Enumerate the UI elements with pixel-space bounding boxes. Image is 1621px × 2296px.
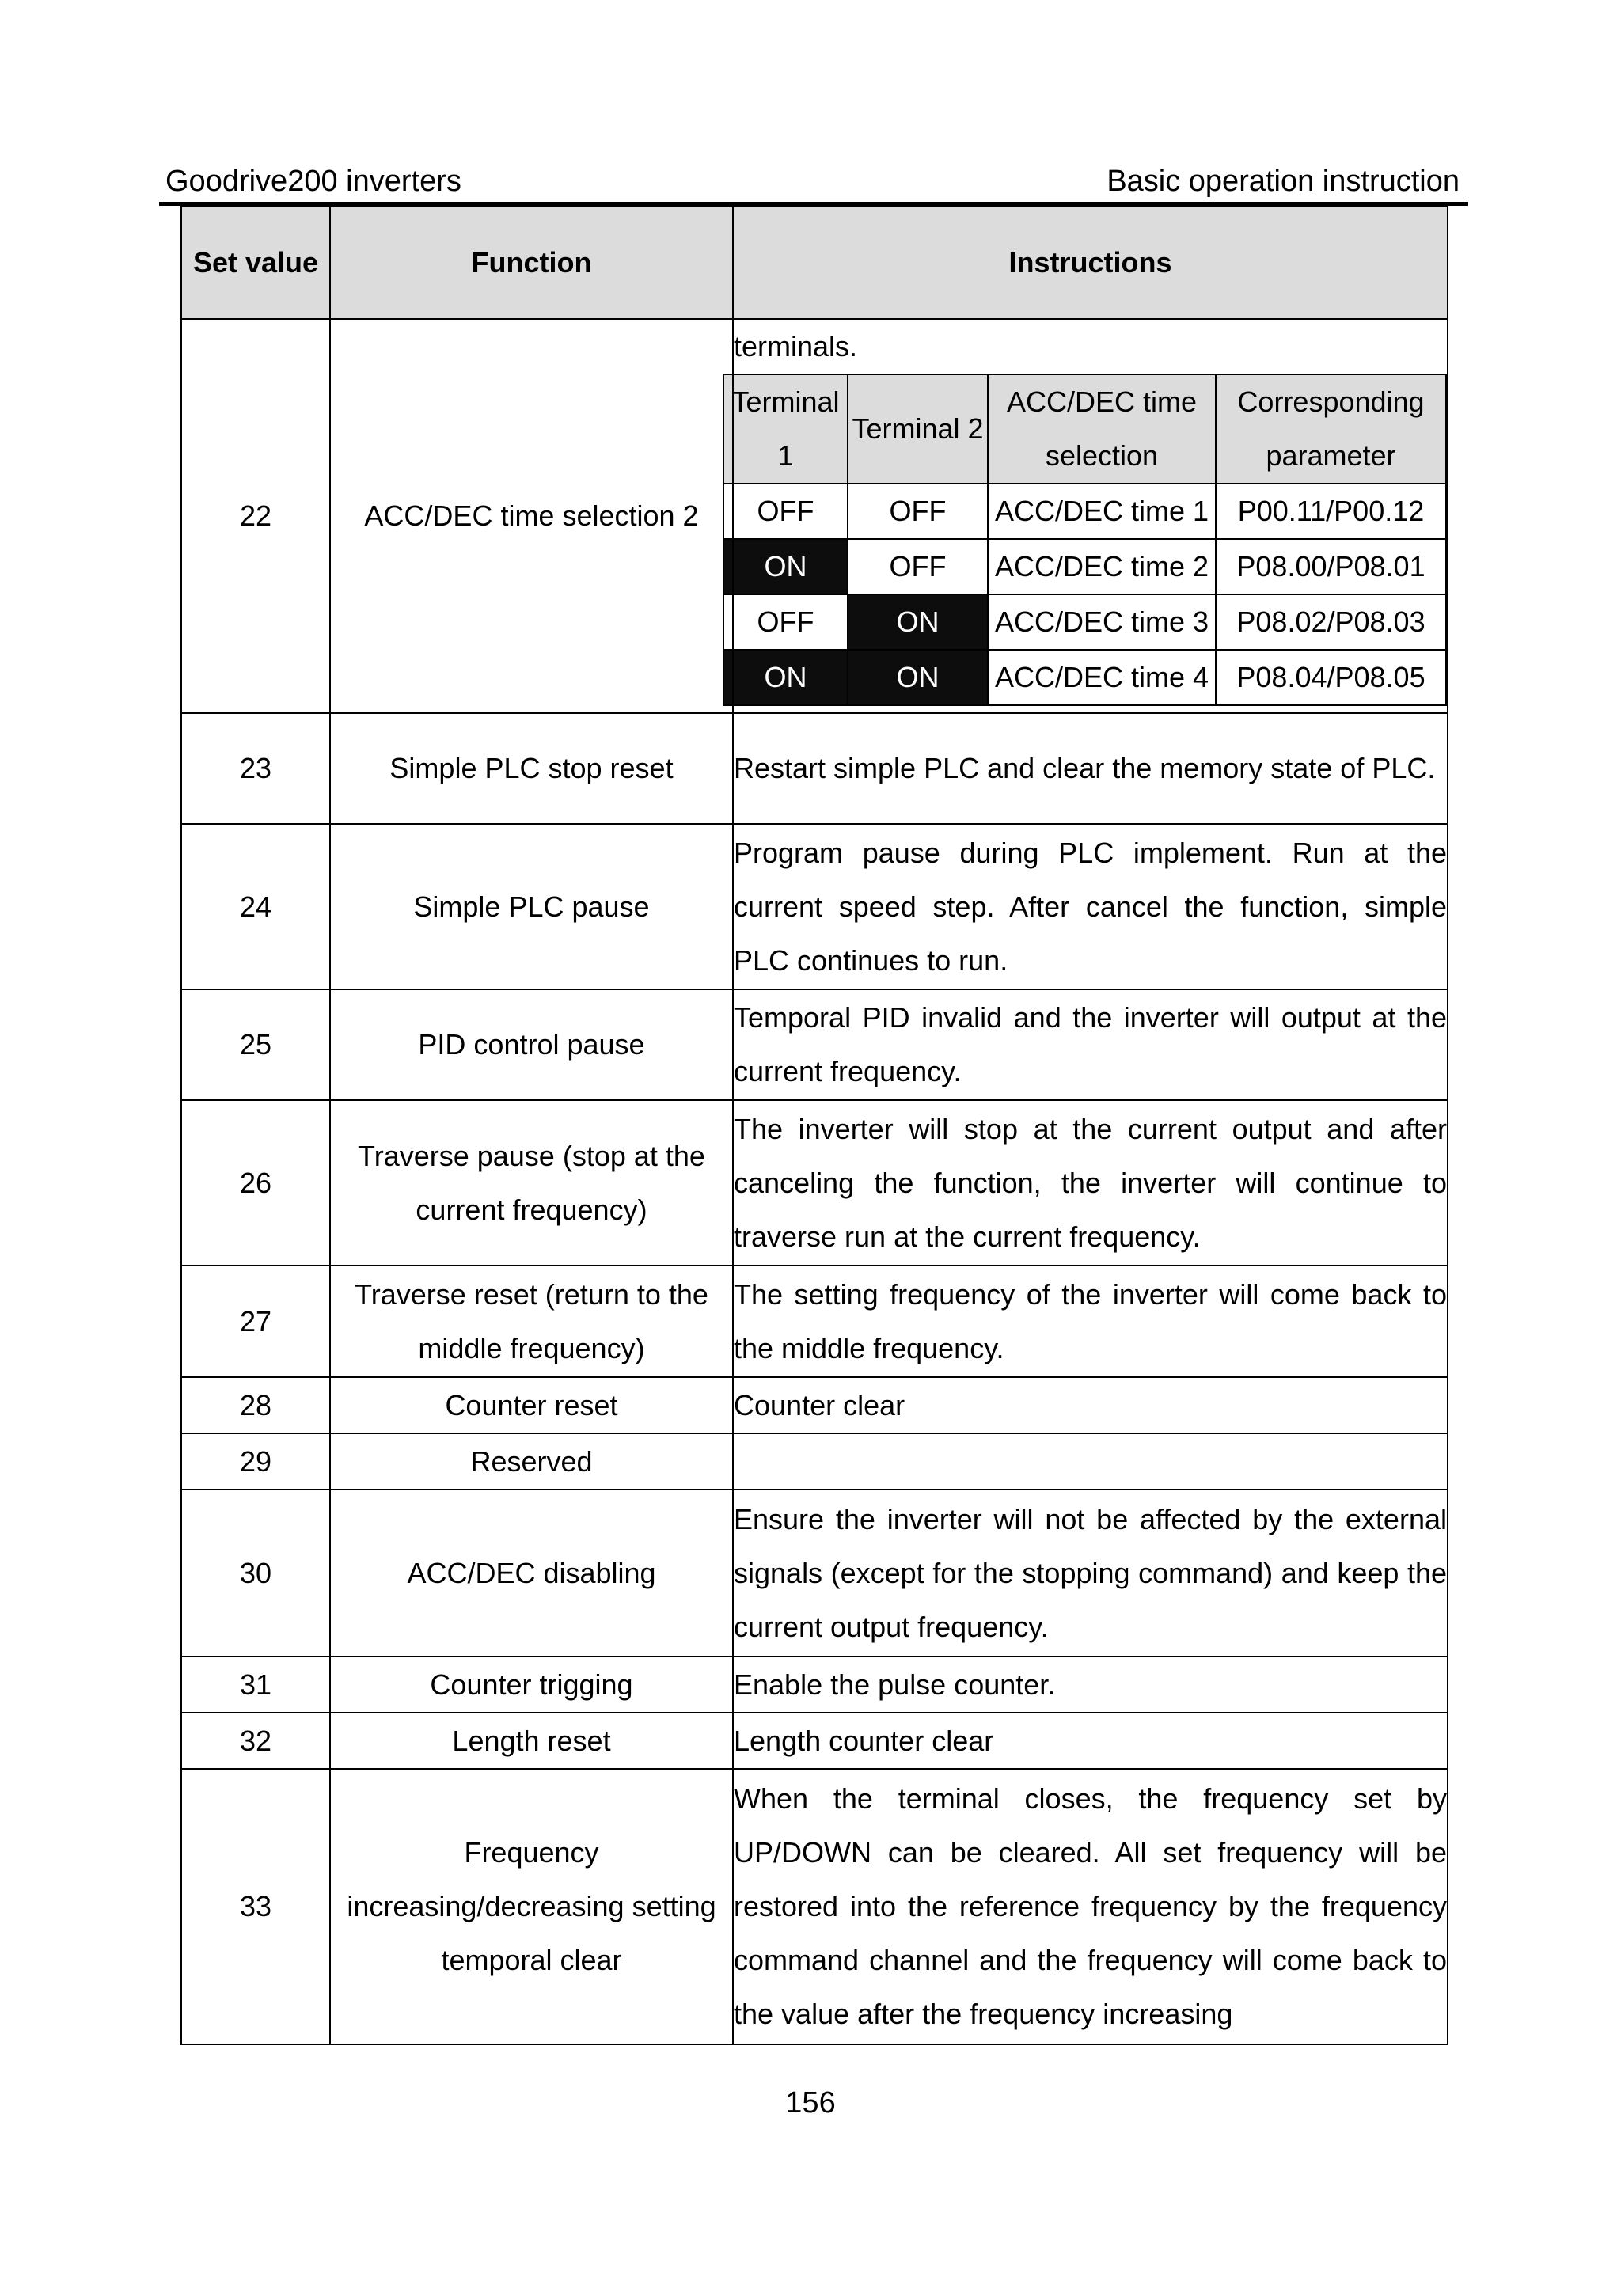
col-set-value: Set value bbox=[181, 207, 330, 319]
time-selection: ACC/DEC time 3 bbox=[988, 594, 1216, 650]
set-value: 23 bbox=[181, 713, 330, 824]
function-table bbox=[180, 206, 1448, 2045]
table-row bbox=[181, 319, 1448, 713]
terminal-1-state: OFF bbox=[723, 594, 848, 650]
col-function: Function bbox=[330, 207, 733, 319]
set-value: 26 bbox=[181, 1100, 330, 1266]
set-value: 27 bbox=[181, 1266, 330, 1377]
instructions-text: terminals. bbox=[734, 330, 858, 362]
corresponding-parameter: P08.02/P08.03 bbox=[1216, 594, 1446, 650]
table-row bbox=[181, 989, 1448, 1100]
subtable-header: Terminal 1 bbox=[723, 374, 848, 484]
function: Simple PLC stop reset bbox=[330, 713, 733, 824]
terminal-1-state: OFF bbox=[723, 484, 848, 539]
table-row bbox=[181, 1490, 1448, 1657]
terminal-2-state: ON bbox=[848, 594, 988, 650]
corresponding-parameter: P08.04/P08.05 bbox=[1216, 650, 1446, 705]
set-value: 31 bbox=[181, 1657, 330, 1713]
table-header-row bbox=[181, 207, 1448, 319]
subtable-header: ACC/DEC time selection bbox=[988, 374, 1216, 484]
instructions: The inverter will stop at the current output and after canceling the function, the inverter will continue to traverse run at the current frequency. bbox=[733, 1100, 1448, 1266]
function: Length reset bbox=[330, 1713, 733, 1769]
terminal-2-state: OFF bbox=[848, 539, 988, 594]
function: PID control pause bbox=[330, 989, 733, 1100]
table-row bbox=[181, 1657, 1448, 1713]
corresponding-parameter: P08.00/P08.01 bbox=[1216, 539, 1446, 594]
subtable-row bbox=[723, 594, 1446, 650]
subtable-header: Corresponding parameter bbox=[1216, 374, 1446, 484]
time-selection: ACC/DEC time 4 bbox=[988, 650, 1216, 705]
set-value: 24 bbox=[181, 824, 330, 989]
instructions: Temporal PID invalid and the inverter will output at the current frequency. bbox=[733, 989, 1448, 1100]
time-selection: ACC/DEC time 2 bbox=[988, 539, 1216, 594]
instructions: Restart simple PLC and clear the memory state of PLC. bbox=[733, 713, 1448, 824]
function: Traverse pause (stop at the current frequency) bbox=[330, 1100, 733, 1266]
instructions bbox=[733, 1433, 1448, 1490]
function: ACC/DEC time selection 2 bbox=[330, 319, 733, 713]
header-right: Basic operation instruction bbox=[1107, 165, 1460, 198]
terminal-2-state: OFF bbox=[848, 484, 988, 539]
set-value: 25 bbox=[181, 989, 330, 1100]
function: Counter reset bbox=[330, 1377, 733, 1433]
subtable-header: Terminal 2 bbox=[848, 374, 988, 484]
terminal-2-state: ON bbox=[848, 650, 988, 705]
instructions: Program pause during PLC implement. Run at the current speed step. After cancel the function, simple PLC continues to run. bbox=[733, 824, 1448, 989]
instructions: Counter clear bbox=[733, 1377, 1448, 1433]
table-row bbox=[181, 1100, 1448, 1266]
corresponding-parameter: P00.11/P00.12 bbox=[1216, 484, 1446, 539]
subtable-row bbox=[723, 484, 1446, 539]
function: Traverse reset (return to the middle frequency) bbox=[330, 1266, 733, 1377]
set-value: 22 bbox=[181, 319, 330, 713]
instructions bbox=[733, 319, 1448, 713]
set-value: 28 bbox=[181, 1377, 330, 1433]
function: ACC/DEC disabling bbox=[330, 1490, 733, 1657]
subtable-row bbox=[723, 539, 1446, 594]
table-row bbox=[181, 824, 1448, 989]
time-selection: ACC/DEC time 1 bbox=[988, 484, 1216, 539]
table-row bbox=[181, 713, 1448, 824]
instructions: Length counter clear bbox=[733, 1713, 1448, 1769]
terminal-1-state: ON bbox=[723, 650, 848, 705]
table-row bbox=[181, 1433, 1448, 1490]
acc-dec-time-subtable bbox=[723, 374, 1447, 706]
instructions: Ensure the inverter will not be affected by the external signals (except for the stopping command) and keep the current output frequency. bbox=[733, 1490, 1448, 1657]
set-value: 29 bbox=[181, 1433, 330, 1490]
subtable-row bbox=[723, 650, 1446, 705]
set-value: 32 bbox=[181, 1713, 330, 1769]
table-row bbox=[181, 1769, 1448, 2044]
instructions: The setting frequency of the inverter will come back to the middle frequency. bbox=[733, 1266, 1448, 1377]
table-row bbox=[181, 1377, 1448, 1433]
terminal-1-state: ON bbox=[723, 539, 848, 594]
instructions: Enable the pulse counter. bbox=[733, 1657, 1448, 1713]
function: Frequency increasing/decreasing setting temporal clear bbox=[330, 1769, 733, 2044]
subtable-header-row bbox=[723, 374, 1446, 484]
table-row bbox=[181, 1713, 1448, 1769]
function: Reserved bbox=[330, 1433, 733, 1490]
function: Counter trigging bbox=[330, 1657, 733, 1713]
col-instructions: Instructions bbox=[733, 207, 1448, 319]
instructions: When the terminal closes, the frequency set by UP/DOWN can be cleared. All set frequency will be restored into the reference frequency by the frequency command channel and the frequency will come back to the value after the frequency increasing bbox=[733, 1769, 1448, 2044]
set-value: 33 bbox=[181, 1769, 330, 2044]
header-left: Goodrive200 inverters bbox=[165, 165, 461, 198]
function: Simple PLC pause bbox=[330, 824, 733, 989]
set-value: 30 bbox=[181, 1490, 330, 1657]
table-row bbox=[181, 1266, 1448, 1377]
page-number: 156 bbox=[785, 2086, 836, 2120]
